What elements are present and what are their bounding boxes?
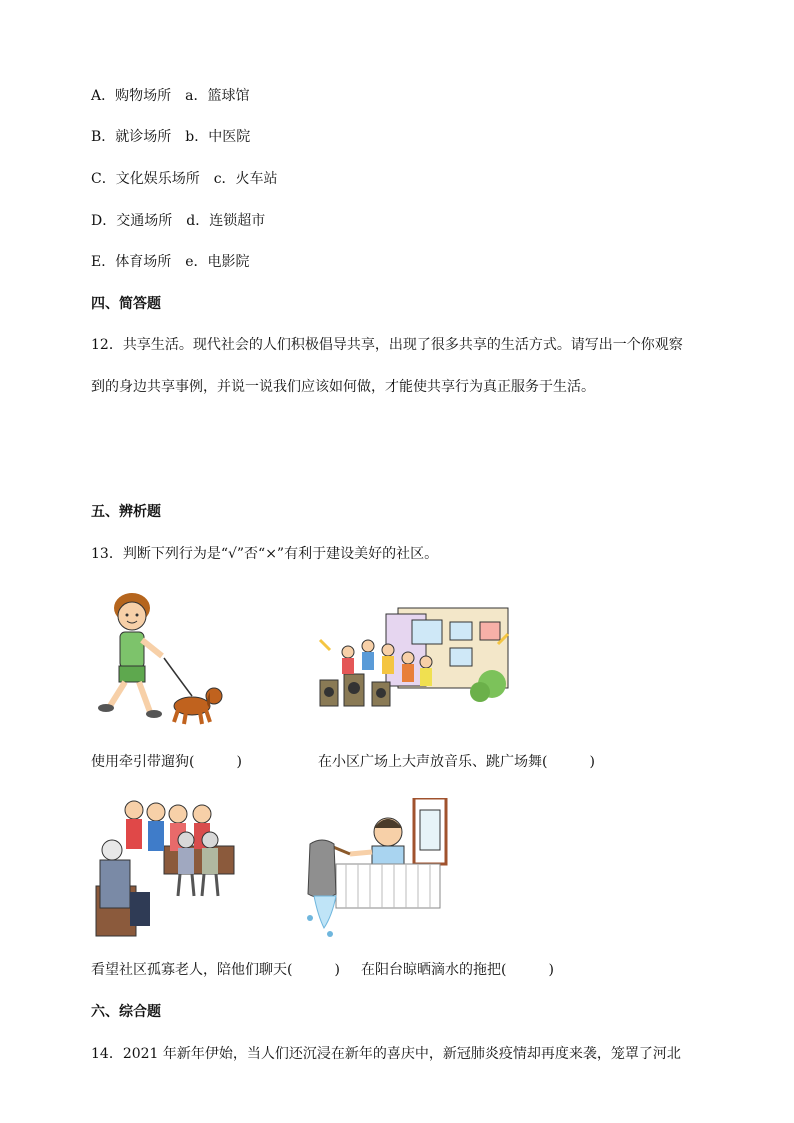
match-left: C．文化娱乐场所 — [91, 171, 200, 187]
section-heading-6: 六、综合题 — [91, 1004, 161, 1020]
caption-walk-dog: 使用牵引带遛狗( ) — [91, 754, 242, 770]
match-right: c．火车站 — [213, 171, 278, 187]
caption-visit-elderly: 看望社区孤寡老人，陪他们聊天( ) — [91, 962, 340, 978]
match-left: E．体育场所 — [91, 254, 172, 270]
visiting-elderly-illustration — [94, 796, 240, 942]
match-right: b．中医院 — [185, 129, 251, 145]
question-12-line-2: 到的身边共享事例，并说一说我们应该如何做，才能使共享行为真正服务于生活。 — [91, 379, 595, 395]
match-left: A．购物场所 — [91, 88, 172, 104]
match-left: D．交通场所 — [91, 213, 173, 229]
question-12-line-1: 12．共享生活。现代社会的人们积极倡导共享，出现了很多共享的生活方式。请写出一个你观察 — [91, 337, 683, 353]
caption-dripping-mop: 在阳台晾晒滴水的拖把( ) — [361, 962, 554, 978]
square-dance-illustration — [316, 600, 516, 712]
dripping-mop-illustration — [296, 798, 450, 938]
section-heading-5: 五、辨析题 — [91, 504, 161, 520]
match-right: e．电影院 — [185, 254, 250, 270]
question-14-line-1: 14．2021 年新年伊始，当人们还沉浸在新年的喜庆中，新冠肺炎疫情却再度来袭，笼罩了河北 — [91, 1046, 681, 1062]
question-13: 13．判断下列行为是“√”否“×”有利于建设美好的社区。 — [91, 546, 439, 562]
match-row-c — [91, 169, 278, 189]
match-row-e — [91, 252, 250, 272]
match-row-b — [91, 127, 250, 147]
boy-walking-dog-illustration — [92, 588, 232, 728]
match-right: a．篮球馆 — [185, 88, 250, 104]
match-row-d — [91, 211, 265, 231]
caption-square-dance: 在小区广场上大声放音乐、跳广场舞( ) — [318, 754, 595, 770]
match-right: d．连锁超市 — [186, 213, 266, 229]
match-row-a — [91, 86, 249, 106]
section-heading-4: 四、简答题 — [91, 296, 161, 312]
match-left: B．就诊场所 — [91, 129, 172, 145]
